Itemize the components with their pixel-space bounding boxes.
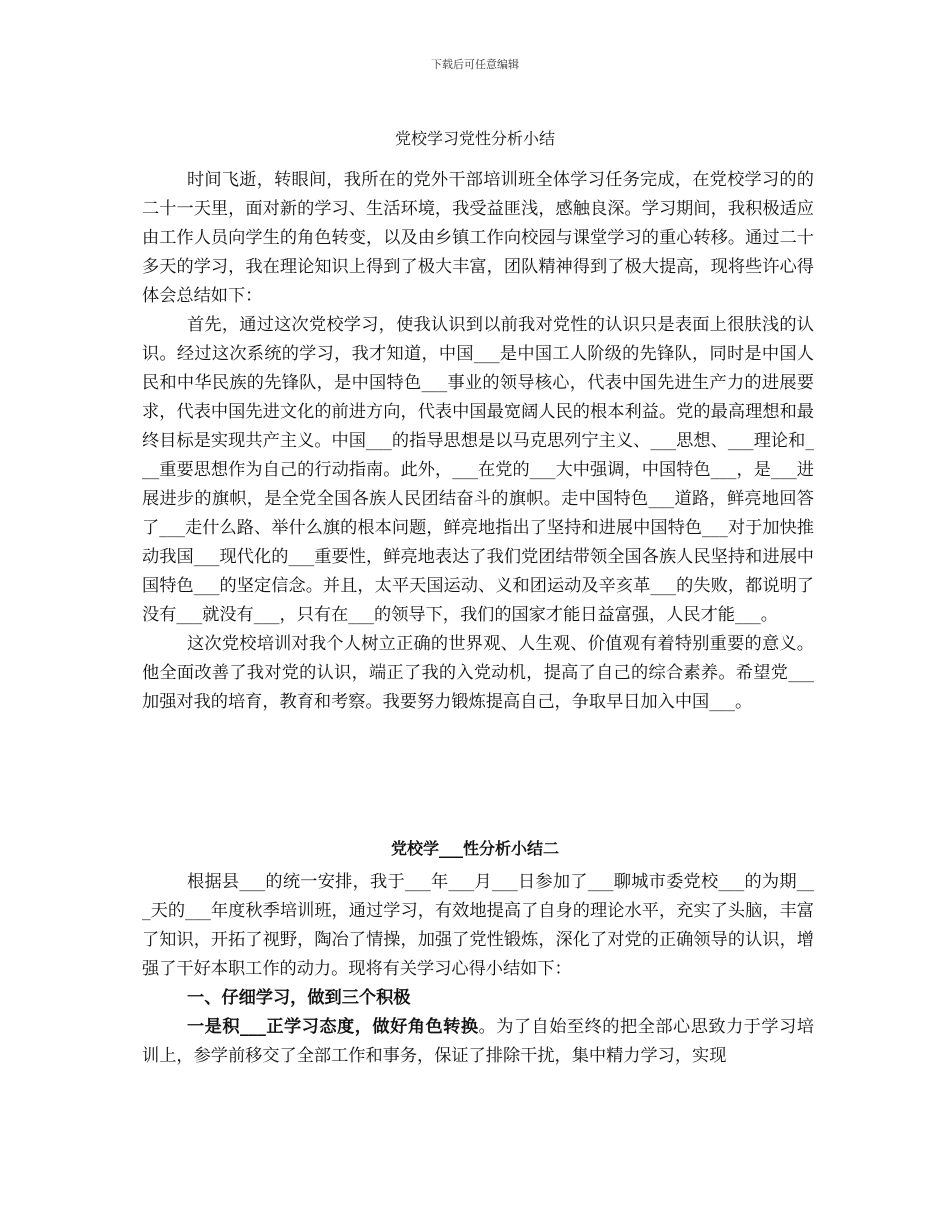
document-title: 党校学习党性分析小结 [394,129,555,148]
document-body-2 [142,868,814,1071]
paragraph-lead: 一是积___正学习态度，做好角色转换 [187,1017,479,1037]
paragraph: 时间飞逝，转眼间，我所在的党外干部培训班全体学习任务完成，在党校学习的的二十一天里，面对新的学习、生活环境，我受益匪浅，感触良深。学习期间，我积极适应由工作人员向学生的角色转变，以及由乡镇工作向校园与课堂学习的重心转移。通过二十多天的学习，我在理论知识上得到了极大丰富，团队精神得到了极大提高，现将些许心得体会总结如下： [142,170,814,306]
document-body [142,166,814,717]
paragraph: 首先，通过这次党校学习，使我认识到以前我对党性的认识只是表面上很肤浅的认识。经过这次系统的学习，我才知道，中国___是中国工人阶级的先锋队，同时是中国人民和中华民族的先锋队，是中国特色___事业的领导核心，代表中国先进生产力的进展要求，代表中国先进文化的前进方向，代表中国最宽阔人民的根本利益。党的最高理想和最终目标是实现共产主义。中国___的指导思想是以马克思列宁主义、___思想、___理论和___重要思想作为自己的行动指南。此外，___在党的___大中强调，中国特色___，是___进展进步的旗帜，是全党全国各族人民团结奋斗的旗帜。走中国特色___道路，鲜亮地回答了___走什么路、举什么旗的根本问题，鲜亮地指出了坚持和进展中国特色___对于加快推动我国___现代化的___重要性，鲜亮地表达了我们党团结带领全国各族人民坚持和进展中国特色___的坚定信念。并且，太平天国运动、义和团运动及辛亥革___的失败，都说明了没有___就没有___，只有在___的领导下，我们的国家才能日益富强，人民才能___。 [142,315,814,625]
paragraph-text: 。为了自始至终的把全部心思致力于学习培训上，参学前移交了全部工作和事务，保证了排除干扰，集中精力学习，实现 [142,1017,814,1066]
paragraph: 根据县___的统一安排，我于___年___月___日参加了___聊城市委党校___的为期___天的___年度秋季培训班，通过学习，有效地提高了自身的理论水平，充实了头脑，丰富了知识，开拓了视野，陶冶了情操，加强了党性锻炼，深化了对党的正确领导的认识，增强了干好本职工作的动力。现将有关学习心得小结如下： [142,872,814,979]
paragraph: 这次党校培训对我个人树立正确的世界观、人生观、价值观有着特别重要的意义。他全面改善了我对党的认识，端正了我的入党动机，提高了自己的综合素养。希望党___加强对我的培育，教育和考察。我要努力锻炼提高自己，争取早日加入中国___。 [142,634,814,712]
section-heading: 一、仔细学习，做到三个积极 [187,988,411,1008]
paragraph [142,1013,814,1071]
page-header: 下载后可任意编辑 [431,58,519,71]
section-title: 党校学___性分析小结二 [390,839,559,858]
